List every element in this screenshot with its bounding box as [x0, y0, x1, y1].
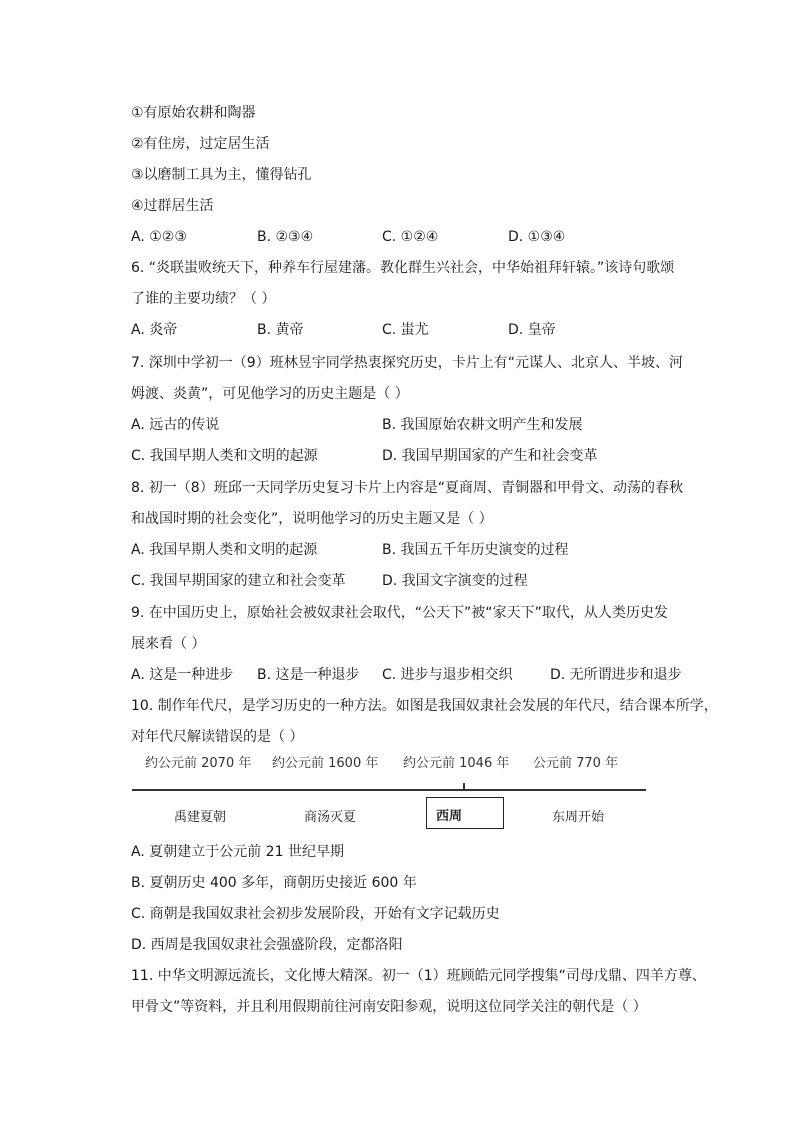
timeline-event-4: 东周开始 [552, 810, 605, 825]
q11-stem-line-2: 甲骨文”等资料，并且利用假期前往河南安阳参观，说明这位同学关注的朝代是（ ） [131, 999, 647, 1015]
q6-option-b: B. 黄帝 [257, 322, 304, 338]
timeline-axis [132, 789, 646, 791]
q5-option-d: D. ①③④ [508, 229, 566, 245]
q9-stem-line-2: 展来看（ ） [131, 636, 206, 652]
q8-option-c: C. 我国早期国家的建立和社会变革 [131, 573, 346, 589]
q5-option-a: A. ①②③ [131, 229, 187, 245]
q6-option-c: C. 蚩尤 [382, 322, 429, 338]
q5-item-3: ③以磨制工具为主，懂得钻孔 [131, 167, 312, 183]
q9-option-d: D. 无所谓进步和退步 [550, 667, 682, 683]
q6-option-d: D. 皇帝 [508, 322, 556, 338]
q9-stem-line-1: 9. 在中国历史上，原始社会被奴隶社会取代，“公天下”被“家天下”取代，从人类历史发 [131, 605, 668, 621]
q9-option-a: A. 这是一种进步 [131, 667, 234, 683]
q5-option-c: C. ①②④ [382, 229, 439, 245]
q9-option-b: B. 这是一种退步 [257, 667, 360, 683]
timeline-tick [463, 783, 465, 789]
q10-option-c: C. 商朝是我国奴隶社会初步发展阶段，开始有文字记载历史 [131, 906, 500, 922]
q5-item-4: ④过群居生活 [131, 198, 214, 214]
q8-option-d: D. 我国文字演变的过程 [382, 573, 528, 589]
timeline-event-1: 禹建夏朝 [174, 810, 227, 825]
q5-option-b: B. ②③④ [257, 229, 314, 245]
q8-stem-line-2: 和战国时期的社会变化”，说明他学习的历史主题又是（ ） [131, 511, 493, 527]
q7-stem-line-1: 7. 深圳中学初一（9）班林昱宇同学热衷探究历史，卡片上有“元谋人、北京人、半坡、河 [131, 355, 683, 371]
q8-stem-line-1: 8. 初一（8）班邱一天同学历史复习卡片上内容是“夏商周、青铜器和甲骨文、动荡的春秋 [131, 480, 683, 496]
q6-stem-line-1: 6. “炎联蚩败统天下，种养车行屋建藩。教化群生兴社会，中华始祖拜轩辕。”该诗句歌颂 [131, 260, 675, 276]
q7-option-c: C. 我国早期人类和文明的起源 [131, 448, 318, 464]
q7-option-b: B. 我国原始农耕文明产生和发展 [382, 417, 583, 433]
q6-option-a: A. 炎帝 [131, 322, 178, 338]
q5-item-2: ②有住房，过定居生活 [131, 136, 270, 152]
q9-option-c: C. 进步与退步相交织 [382, 667, 513, 683]
q10-option-b: B. 夏朝历史 400 多年，商朝历史接近 600 年 [131, 875, 417, 891]
q7-option-a: A. 远古的传说 [131, 417, 220, 433]
q10-option-a: A. 夏朝建立于公元前 21 世纪早期 [131, 844, 344, 860]
q8-option-b: B. 我国五千年历史演变的过程 [382, 542, 569, 558]
q7-stem-line-2: 姆渡、炎黄”，可见他学习的历史主题是（ ） [131, 386, 409, 402]
q11-stem-line-1: 11. 中华文明源远流长，文化博大精深。初一（1）班顾皓元同学搜集“司母戊鼎、四羊方尊、 [131, 968, 706, 984]
timeline-date-4: 公元前 770 年 [533, 756, 619, 771]
q5-item-1: ①有原始农耕和陶器 [131, 105, 256, 121]
timeline-date-3: 约公元前 1046 年 [403, 756, 510, 771]
q8-option-a: A. 我国早期人类和文明的起源 [131, 542, 318, 558]
q6-stem-line-2: 了谁的主要功绩？（ ） [131, 291, 276, 307]
timeline-date-1: 约公元前 2070 年 [145, 756, 252, 771]
timeline-event-3: 西周 [436, 809, 463, 824]
q10-stem-line-1: 10. 制作年代尺，是学习历史的一种方法。如图是我国奴隶社会发展的年代尺，结合课本所学， [131, 698, 718, 714]
q10-option-d: D. 西周是我国奴隶社会强盛阶段，定都洛阳 [131, 937, 403, 953]
timeline-date-2: 约公元前 1600 年 [272, 756, 379, 771]
q10-stem-line-2: 对年代尺解读错误的是（ ） [131, 729, 304, 745]
timeline-event-2: 商汤灭夏 [304, 810, 357, 825]
q7-option-d: D. 我国早期国家的产生和社会变革 [382, 448, 598, 464]
